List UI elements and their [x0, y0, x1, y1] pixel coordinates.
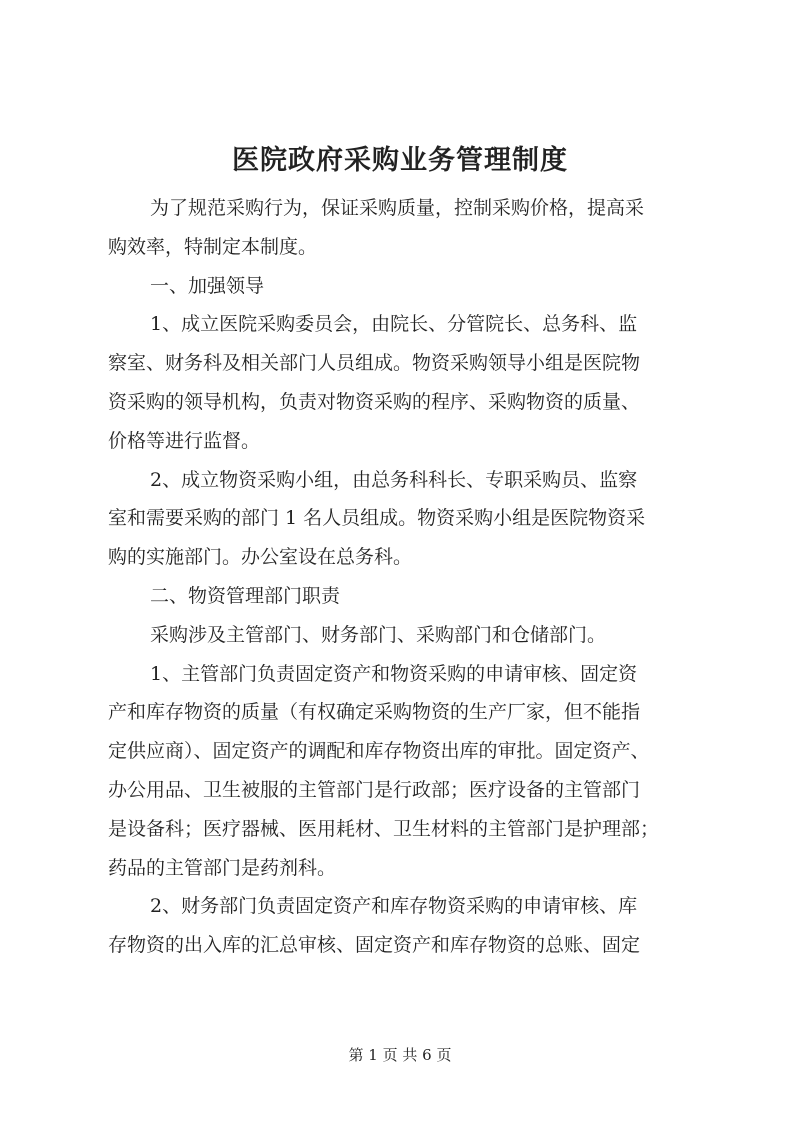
paragraph-line: 1、主管部门负责固定资产和物资采购的申请审核、固定资: [150, 662, 638, 685]
document-body: [108, 189, 706, 965]
paragraph-line: 察室、财务科及相关部门人员组成。物资采购领导小组是医院物: [108, 352, 641, 375]
paragraph-line: 购效率，特制定本制度。: [108, 235, 318, 258]
paragraph-line: 产和库存物资的质量（有权确定采购物资的生产厂家，但不能指: [108, 701, 641, 724]
paragraph-line: 定供应商）、固定资产的调配和库存物资出库的审批。固定资产、: [108, 740, 650, 763]
paragraph-line: 为了规范采购行为，保证采购质量，控制采购价格，提高采: [150, 197, 645, 219]
section-heading: 一、加强领导: [150, 274, 265, 297]
paragraph-line: 采购涉及主管部门、财务部门、采购部门和仓储部门。: [150, 623, 607, 646]
paragraph-line: 价格等进行监督。: [108, 429, 261, 452]
paragraph-line: 购的实施部门。办公室设在总务科。: [108, 546, 413, 569]
paragraph-line: 药品的主管部门是药剂科。: [108, 856, 337, 879]
section-heading: 二、物资管理部门职责: [150, 584, 341, 607]
paragraph-line: 1、成立医院采购委员会，由院长、分管院长、总务科、监: [150, 313, 638, 336]
paragraph-line: 2、财务部门负责固定资产和库存物资采购的申请审核、库: [150, 895, 638, 918]
paragraph-line: 室和需要采购的部门 1 名人员组成。物资采购小组是医院物资采: [108, 507, 646, 530]
paragraph-line: 办公用品、卫生被服的主管部门是行政部；医疗设备的主管部门: [108, 778, 641, 801]
paragraph-line: 是设备科；医疗器械、医用耗材、卫生材料的主管部门是护理部；: [108, 817, 660, 840]
page-number: 第 1 页 共 6 页: [348, 1046, 452, 1064]
document-title: 医院政府采购业务管理制度: [232, 145, 568, 176]
paragraph-line: 资采购的领导机构，负责对物资采购的程序、采购物资的质量、: [108, 390, 641, 413]
paragraph-line: 存物资的出入库的汇总审核、固定资产和库存物资的总账、固定: [108, 934, 641, 957]
paragraph-line: 2、成立物资采购小组，由总务科科长、专职采购员、监察: [150, 468, 638, 491]
